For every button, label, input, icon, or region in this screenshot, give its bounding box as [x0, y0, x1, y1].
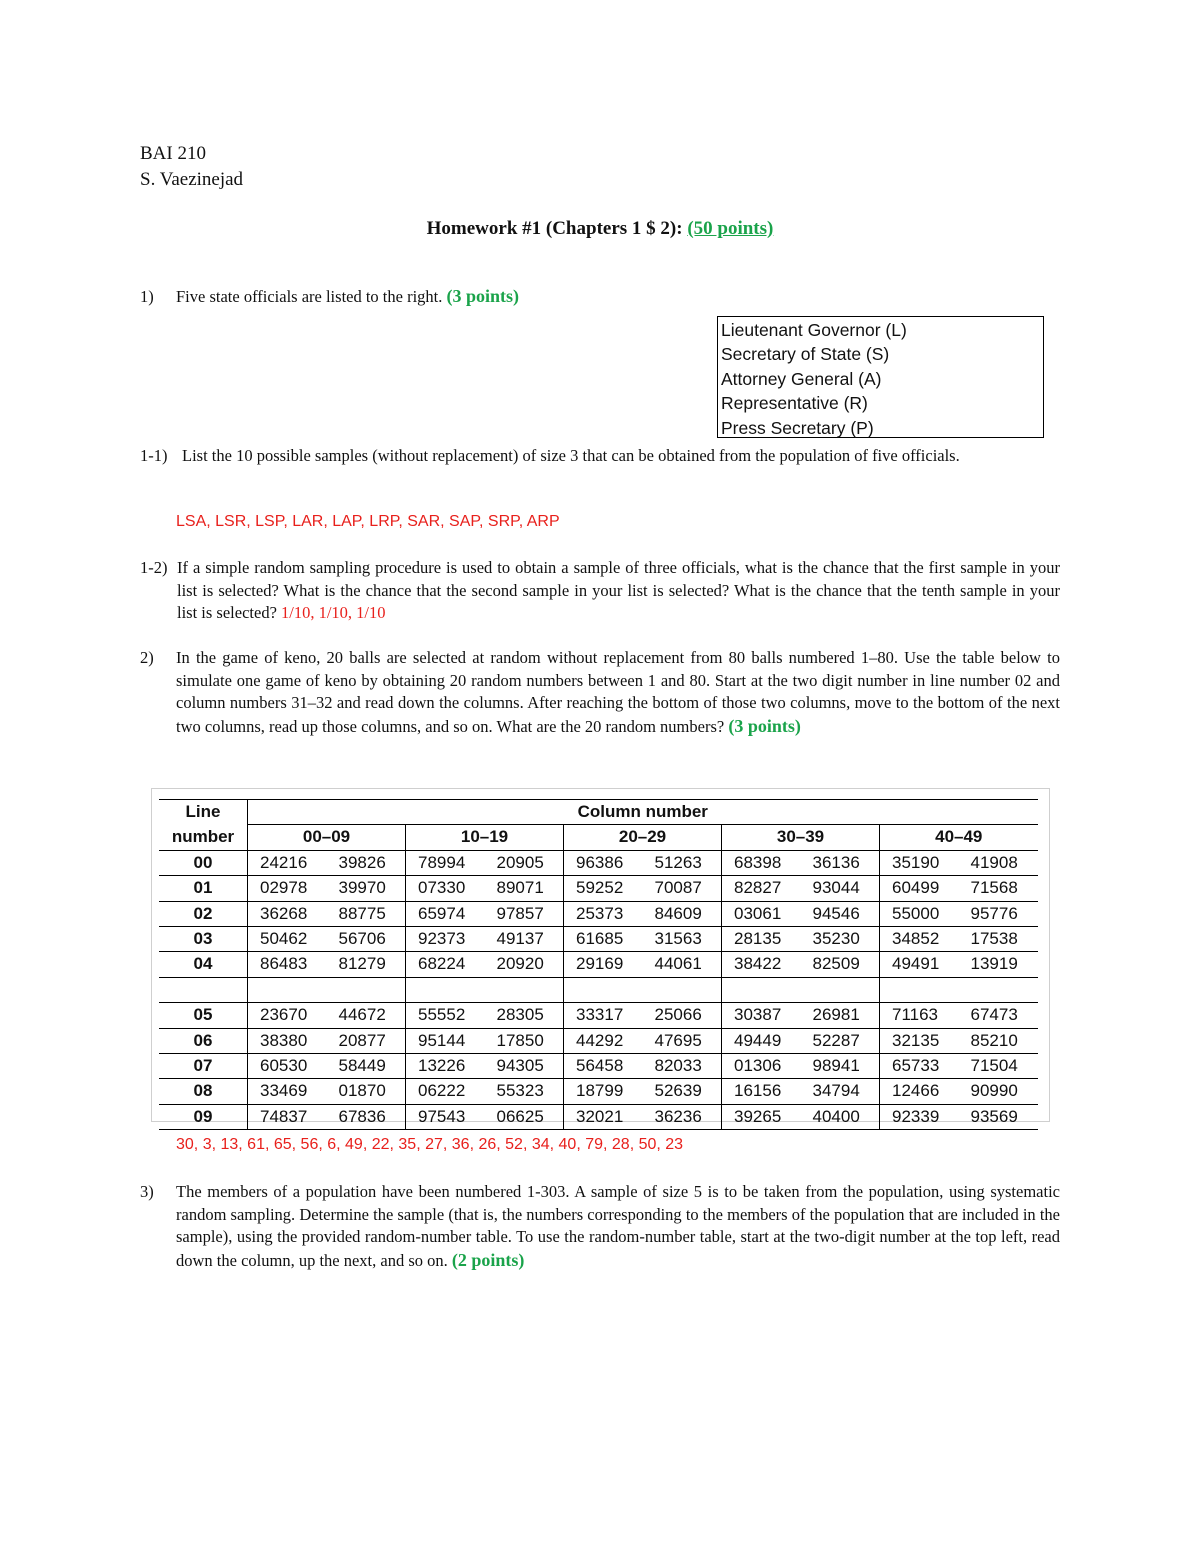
random-number-cell: 98941: [801, 1054, 880, 1079]
random-number-cell: 39970: [327, 876, 406, 901]
random-number-cell: 23670: [248, 1003, 327, 1028]
random-number-cell: 61685: [564, 927, 643, 952]
spacer-cell: [722, 977, 880, 1002]
random-number-cell: 97543: [406, 1104, 485, 1129]
random-number-cell: 59252: [564, 876, 643, 901]
random-number-cell: 17850: [485, 1028, 564, 1053]
random-number-cell: 81279: [327, 952, 406, 977]
random-number-cell: 49449: [722, 1028, 801, 1053]
table-row: [159, 952, 1038, 977]
random-number-cell: 71163: [880, 1003, 959, 1028]
spacer-cell: [159, 977, 248, 1002]
group-header: 20–29: [564, 825, 722, 850]
random-number-cell: 67836: [327, 1104, 406, 1129]
random-number-cell: 82827: [722, 876, 801, 901]
random-number-cell: 28135: [722, 927, 801, 952]
random-number-cell: 41908: [959, 850, 1038, 875]
q2-prompt: In the game of keno, 20 balls are selected at random without replacement from 80 balls numbered 1–80. Use the table below to simulate one game of keno by obtaining 20 random numbers between 1 and 80. Start at the two digit number in line number 02 and column numbers 31–32 and read down the columns. After reaching the bottom of those two columns, move to the bottom of the next two columns, read up those columns, and so on. What are the 20 random numbers?: [176, 648, 1060, 736]
random-number-cell: 58449: [327, 1054, 406, 1079]
q1-1-text: [182, 445, 1060, 468]
random-number-cell: 49491: [880, 952, 959, 977]
random-number-cell: 71504: [959, 1054, 1038, 1079]
random-number-cell: 01870: [327, 1079, 406, 1104]
random-number-cell: 03061: [722, 901, 801, 926]
course-code: BAI 210: [140, 143, 206, 164]
spacer-cell: [880, 977, 1038, 1002]
q1-2-prompt: If a simple random sampling procedure is used to obtain a sample of three officials, what is the chance that the first sample in your list is selected? What is the chance that the second sample in your list is selected? What is the chance that the tenth sample in your list is selected?: [177, 558, 1060, 623]
random-number-cell: 25373: [564, 901, 643, 926]
line-number-cell: 00: [159, 850, 248, 875]
random-number-cell: 44672: [327, 1003, 406, 1028]
random-number-cell: 74837: [248, 1104, 327, 1129]
random-number-cell: 39826: [327, 850, 406, 875]
random-number-cell: 20920: [485, 952, 564, 977]
line-number-cell: 06: [159, 1028, 248, 1053]
random-number-cell: 65733: [880, 1054, 959, 1079]
random-number-cell: 01306: [722, 1054, 801, 1079]
line-header: Line: [159, 800, 248, 825]
random-number-cell: 02978: [248, 876, 327, 901]
random-number-cell: 07330: [406, 876, 485, 901]
random-number-cell: 35190: [880, 850, 959, 875]
table-row: [159, 876, 1038, 901]
random-number-cell: 36236: [643, 1104, 722, 1129]
page-title: [0, 218, 1200, 240]
random-number-cell: 92339: [880, 1104, 959, 1129]
table-row: [159, 850, 1038, 875]
random-number-cell: 31563: [643, 927, 722, 952]
official-item: Attorney General (A): [721, 368, 882, 389]
official-item: Secretary of State (S): [721, 344, 890, 365]
random-number-cell: 85210: [959, 1028, 1038, 1053]
q1-2-number: 1-2): [140, 558, 168, 577]
random-number-cell: 97857: [485, 901, 564, 926]
table-row: [159, 1054, 1038, 1079]
random-number-cell: 55323: [485, 1079, 564, 1104]
group-header: 00–09: [248, 825, 406, 850]
official-item: Representative (R): [721, 393, 868, 414]
column-number-header: Column number: [248, 800, 1038, 825]
random-number-cell: 94305: [485, 1054, 564, 1079]
random-number-cell: 70087: [643, 876, 722, 901]
line-number-cell: 03: [159, 927, 248, 952]
random-number-cell: 51263: [643, 850, 722, 875]
random-number-cell: 55552: [406, 1003, 485, 1028]
table-row: [159, 901, 1038, 926]
spacer-cell: [564, 977, 722, 1002]
random-number-cell: 35230: [801, 927, 880, 952]
line-header-2: number: [159, 825, 248, 850]
random-number-cell: 60530: [248, 1054, 327, 1079]
random-number-cell: 33469: [248, 1079, 327, 1104]
table-row: [159, 927, 1038, 952]
random-number-cell: 44292: [564, 1028, 643, 1053]
random-number-cell: 06222: [406, 1079, 485, 1104]
random-number-cell: 18799: [564, 1079, 643, 1104]
random-number-cell: 39265: [722, 1104, 801, 1129]
q3-prompt: The members of a population have been numbered 1-303. A sample of size 5 is to be taken from the population, using systematic random sampling. Determine the sample (that is, the numbers corresponding to the members of the population that are included in the sample), using the provided random-number table. To use the random-number table, start at the two-digit number at the top left, read down the column, up the next, and so on.: [176, 1182, 1060, 1270]
random-number-cell: 26981: [801, 1003, 880, 1028]
random-number-cell: 28305: [485, 1003, 564, 1028]
random-number-cell: 71568: [959, 876, 1038, 901]
q1-2-text: [177, 557, 1060, 625]
random-number-cell: 65974: [406, 901, 485, 926]
random-number-cell: 82033: [643, 1054, 722, 1079]
random-number-cell: 16156: [722, 1079, 801, 1104]
line-number-cell: 01: [159, 876, 248, 901]
q1-1-number: 1-1): [140, 446, 168, 465]
q1-prompt: Five state officials are listed to the right.: [176, 287, 447, 306]
random-number-table-frame: [151, 788, 1050, 1126]
line-number-cell: 07: [159, 1054, 248, 1079]
random-number-cell: 49137: [485, 927, 564, 952]
random-number-cell: 33317: [564, 1003, 643, 1028]
random-number-cell: 68224: [406, 952, 485, 977]
official-item: Press Secretary (P): [721, 417, 874, 438]
random-number-cell: 52287: [801, 1028, 880, 1053]
group-header: 10–19: [406, 825, 564, 850]
line-number-cell: 09: [159, 1104, 248, 1129]
q3-number: 3): [140, 1182, 154, 1201]
q3-points: (2 points): [451, 1249, 525, 1270]
random-number-cell: 13226: [406, 1054, 485, 1079]
random-number-cell: 94546: [801, 901, 880, 926]
title-text: Homework #1 (Chapters 1 $ 2):: [426, 218, 688, 239]
q1-number: 1): [140, 287, 154, 306]
random-number-cell: 34794: [801, 1079, 880, 1104]
random-number-cell: 88775: [327, 901, 406, 926]
random-number-cell: 60499: [880, 876, 959, 901]
random-number-cell: 67473: [959, 1003, 1038, 1028]
random-number-cell: 24216: [248, 850, 327, 875]
table-row: [159, 1028, 1038, 1053]
q1-2-answer: 1/10, 1/10, 1/10: [281, 603, 386, 623]
q1-1-prompt: List the 10 possible samples (without replacement) of size 3 that can be obtained from the population of five officials.: [182, 446, 960, 465]
official-item: Lieutenant Governor (L): [721, 320, 907, 340]
group-header: 40–49: [880, 825, 1038, 850]
title-points: (50 points): [687, 218, 774, 239]
instructor-name: S. Vaezinejad: [140, 169, 244, 190]
random-number-cell: 44061: [643, 952, 722, 977]
random-number-cell: 86483: [248, 952, 327, 977]
random-number-cell: 20905: [485, 850, 564, 875]
random-number-cell: 36136: [801, 850, 880, 875]
random-number-cell: 90990: [959, 1079, 1038, 1104]
random-number-cell: 13919: [959, 952, 1038, 977]
spacer-cell: [406, 977, 564, 1002]
q1-points: (3 points): [446, 286, 520, 306]
q2-answer: 30, 3, 13, 61, 65, 56, 6, 49, 22, 35, 27, 36, 26, 52, 34, 40, 79, 28, 50, 23: [176, 1136, 684, 1153]
q2-text: [176, 647, 1060, 738]
table-row: [159, 1104, 1038, 1129]
random-number-cell: 36268: [248, 901, 327, 926]
q1-text: [176, 285, 1060, 309]
random-number-cell: 30387: [722, 1003, 801, 1028]
random-number-cell: 40400: [801, 1104, 880, 1129]
random-number-cell: 29169: [564, 952, 643, 977]
line-number-cell: 04: [159, 952, 248, 977]
random-number-cell: 93044: [801, 876, 880, 901]
random-number-cell: 25066: [643, 1003, 722, 1028]
q2-number: 2): [140, 648, 154, 667]
random-number-cell: 68398: [722, 850, 801, 875]
table-row: [159, 1003, 1038, 1028]
random-number-cell: 32021: [564, 1104, 643, 1129]
random-number-cell: 17538: [959, 927, 1038, 952]
random-number-cell: 95776: [959, 901, 1038, 926]
random-number-cell: 56458: [564, 1054, 643, 1079]
random-number-cell: 84609: [643, 901, 722, 926]
random-number-cell: 20877: [327, 1028, 406, 1053]
random-number-cell: 32135: [880, 1028, 959, 1053]
random-number-cell: 50462: [248, 927, 327, 952]
random-number-cell: 55000: [880, 901, 959, 926]
random-number-cell: 89071: [485, 876, 564, 901]
line-number-cell: 05: [159, 1003, 248, 1028]
random-number-cell: 95144: [406, 1028, 485, 1053]
random-number-table: [159, 799, 1038, 1130]
group-header: 30–39: [722, 825, 880, 850]
random-number-cell: 56706: [327, 927, 406, 952]
q3-text: [176, 1181, 1060, 1272]
random-number-cell: 12466: [880, 1079, 959, 1104]
random-number-cell: 06625: [485, 1104, 564, 1129]
random-number-cell: 38380: [248, 1028, 327, 1053]
random-number-cell: 93569: [959, 1104, 1038, 1129]
q1-1-answer: LSA, LSR, LSP, LAR, LAP, LRP, SAR, SAP, SRP, ARP: [176, 513, 560, 530]
table-row: [159, 1079, 1038, 1104]
spacer-cell: [248, 977, 406, 1002]
random-number-cell: 96386: [564, 850, 643, 875]
line-number-cell: 08: [159, 1079, 248, 1104]
random-number-cell: 52639: [643, 1079, 722, 1104]
random-number-cell: 92373: [406, 927, 485, 952]
line-number-cell: 02: [159, 901, 248, 926]
random-number-cell: 34852: [880, 927, 959, 952]
random-number-cell: 47695: [643, 1028, 722, 1053]
officials-list: [717, 316, 1044, 438]
random-number-cell: 82509: [801, 952, 880, 977]
q2-points: (3 points): [728, 715, 801, 736]
random-number-cell: 78994: [406, 850, 485, 875]
random-number-cell: 38422: [722, 952, 801, 977]
